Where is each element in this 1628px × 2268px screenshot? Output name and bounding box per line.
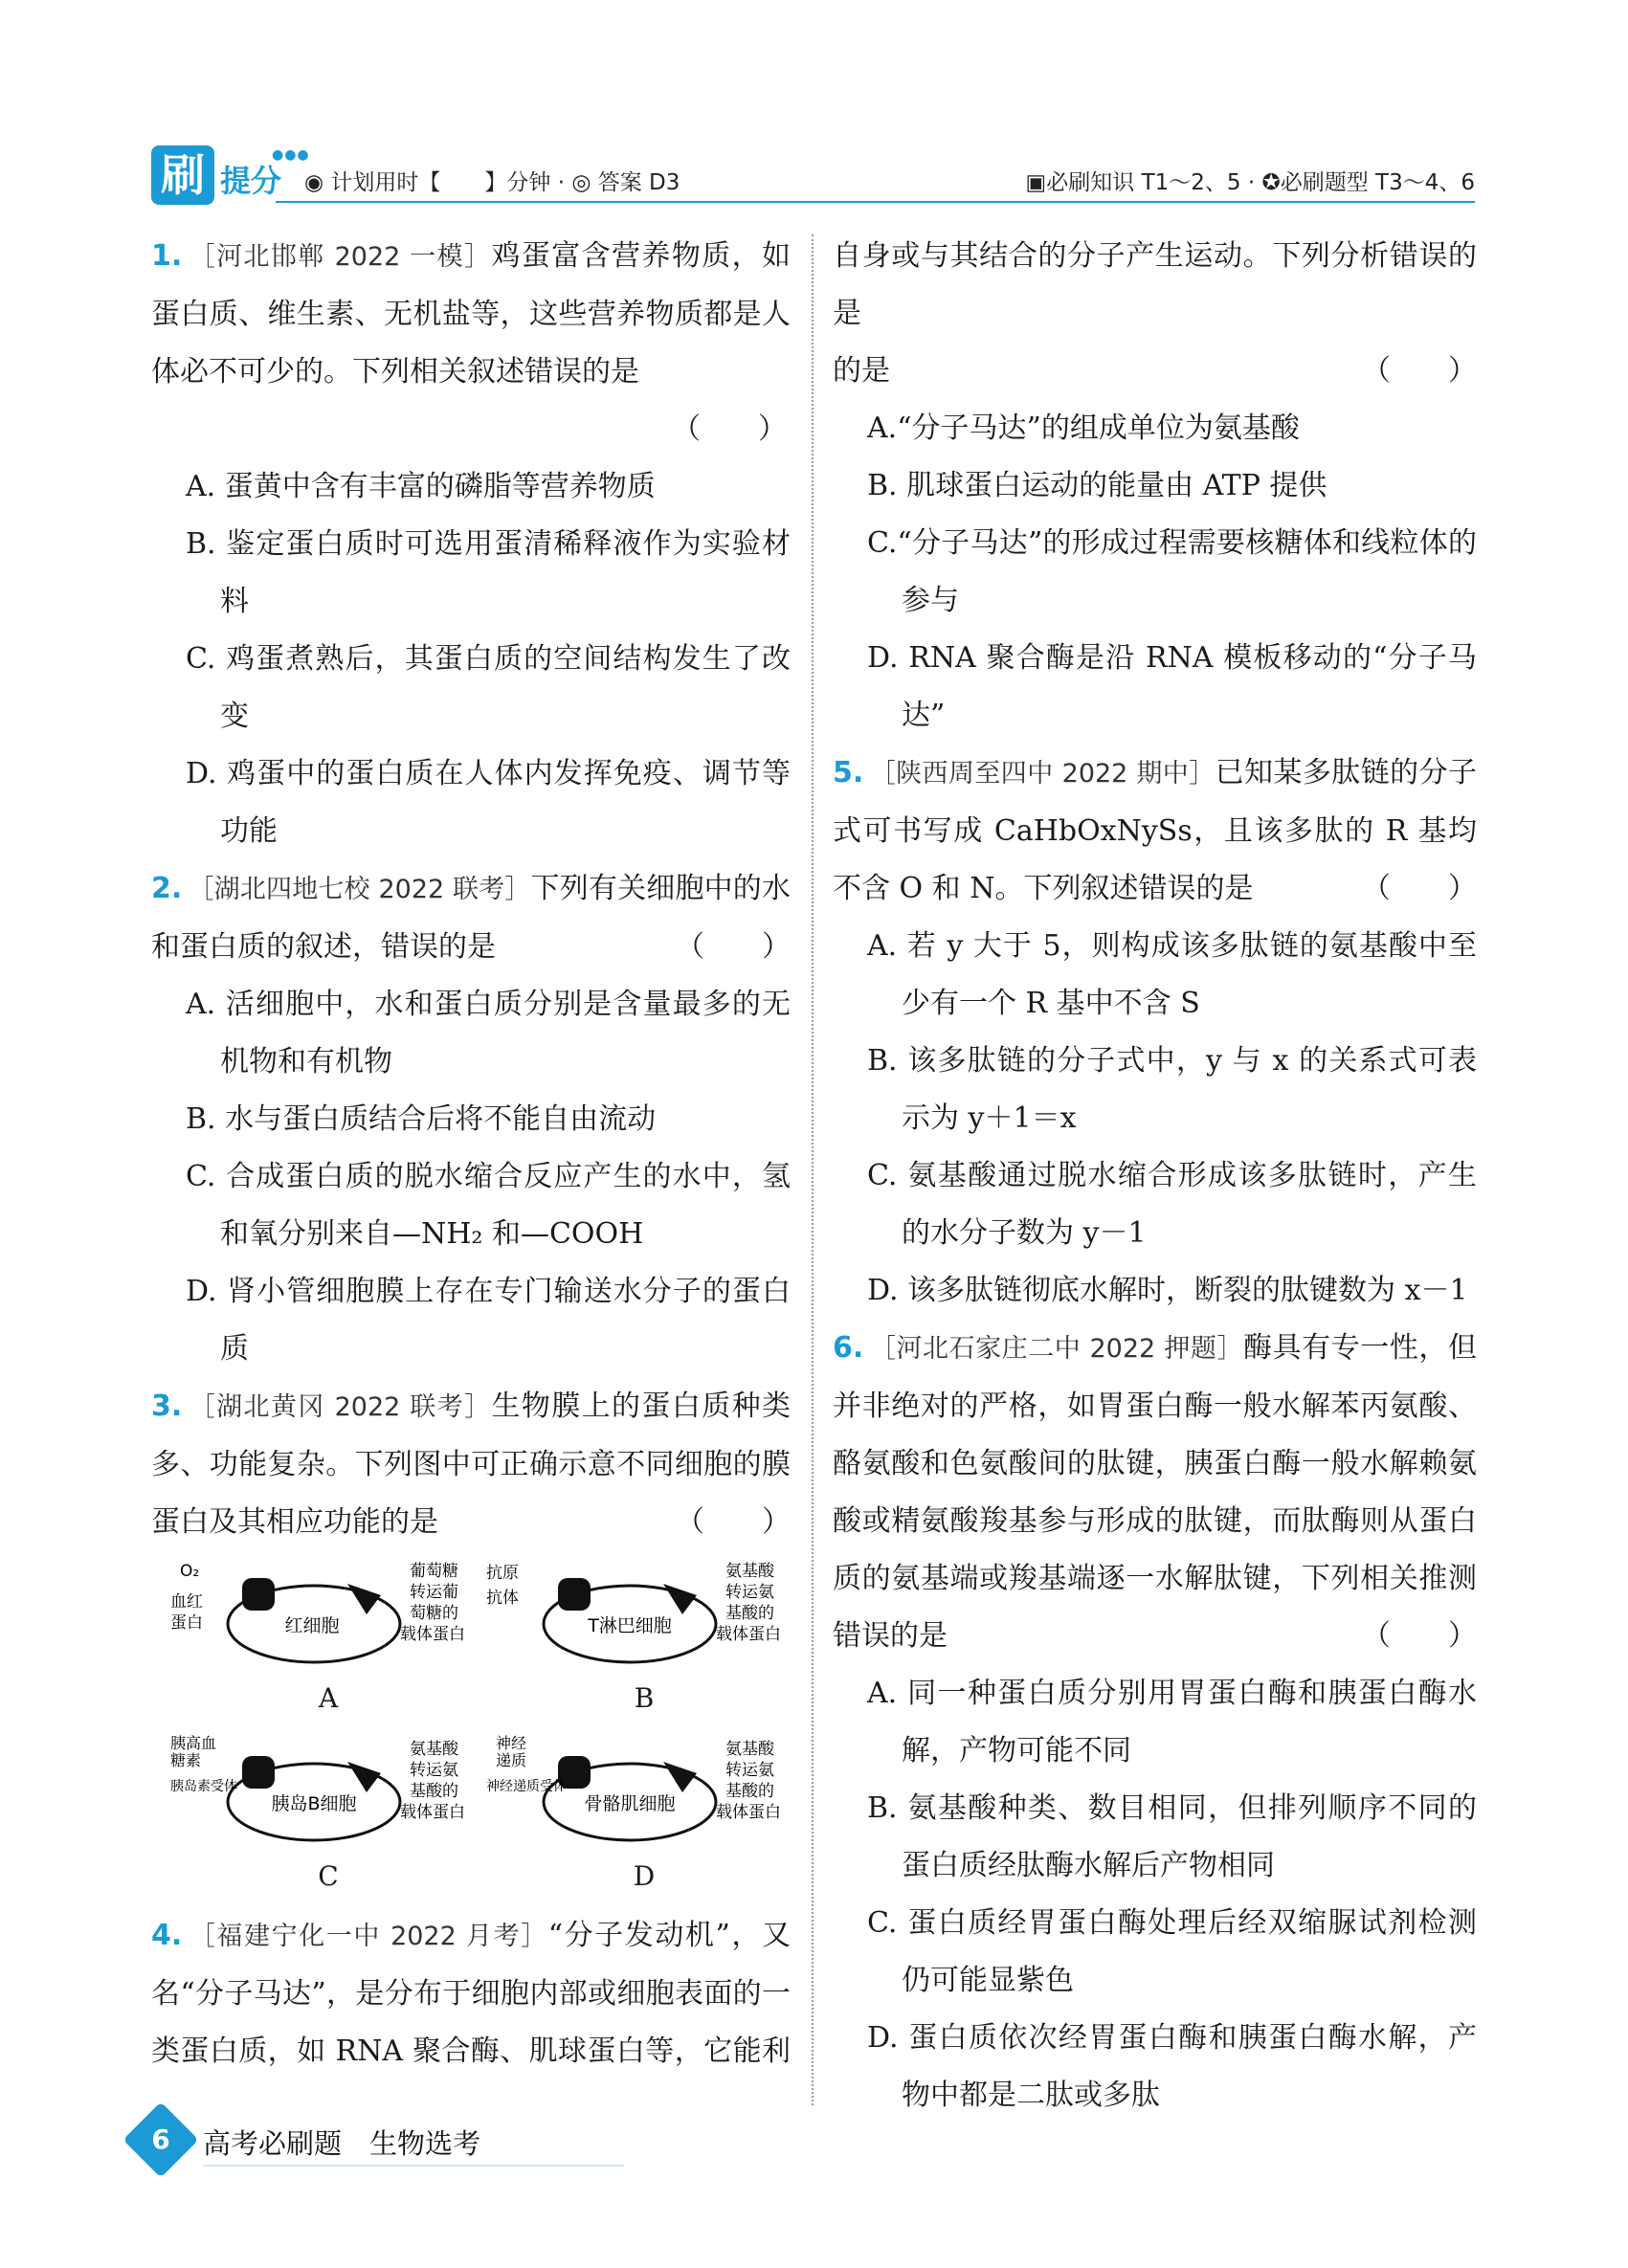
right-label: 载体蛋白 — [400, 1803, 465, 1822]
plan-time-info: ◉ 计划用时【 】分钟 · ◎ 答案 D3 — [304, 170, 680, 195]
left-label: O₂ — [180, 1562, 200, 1581]
option-c: C. 蛋白质经胃蛋白酶处理后经双缩脲试剂检测仍可能显紫色 — [867, 1906, 1477, 1997]
right-label: 氨基酸 — [725, 1562, 774, 1581]
right-label: 转运氨 — [410, 1761, 458, 1780]
cell-name: 骨骼肌细胞 — [584, 1793, 676, 1814]
footer-rule — [203, 2165, 624, 2167]
brand-logo: 刷 — [151, 145, 214, 205]
answer-bracket: （ ） — [672, 412, 787, 446]
option-c: C.“分子马达”的形成过程需要核糖体和线粒体的参与 — [867, 526, 1477, 617]
question-stem: 酶具有专一性，但并非绝对的严格，如胃蛋白酶一般水解苯丙氨酸、酪氨酸和色氨酸间的肽键，胰蛋白酶一般水解赖氨酸或精氨酸羧基参与形成的肽键，而肽酶则从蛋白质的氨基端或羧基端逐一水解肽键，下列相关推测错误的是 — [833, 1331, 1477, 1653]
cell-name: 红细胞 — [284, 1615, 340, 1636]
answer-bracket: （ ） — [1362, 872, 1477, 905]
option-a: A. 活细胞中，水和蛋白质分别是含量最多的无机物和有机物 — [186, 988, 791, 1078]
left-label: 神经 — [496, 1735, 527, 1752]
dots-decoration: ●●● — [272, 147, 310, 163]
answer-bracket: （ ） — [676, 1505, 791, 1539]
left-label: 蛋白 — [170, 1613, 203, 1633]
question-source: ［福建宁化一中 2022 月考］ — [188, 1922, 548, 1951]
answer-bracket: （ ） — [1362, 1619, 1477, 1653]
left-label: 抗原 — [486, 1564, 519, 1583]
option-d: D. 蛋白质依次经胃蛋白酶和胰蛋白酶水解，产物中都是二肽或多肽 — [867, 2021, 1477, 2112]
option-c: C. 鸡蛋煮熟后，其蛋白质的空间结构发生了改变 — [186, 642, 791, 733]
question-number: 4. — [151, 1919, 183, 1952]
option-d: D. 该多肽链彻底水解时，断裂的肽键数为 x－1 — [867, 1274, 1468, 1307]
option-d: D. 鸡蛋中的蛋白质在人体内发挥免疫、调节等功能 — [186, 757, 791, 848]
question-stem-continued: 自身或与其结合的分子产生运动。下列分析错误的是 — [833, 239, 1477, 330]
question-stem: 下列有关细胞中的水和蛋白质的叙述，错误的是 — [151, 872, 791, 964]
cell-name: T淋巴细胞 — [588, 1615, 672, 1636]
question-stem: 生物膜上的蛋白质种类多、功能复杂。下列图中可正确示意不同细胞的膜蛋白及其相应功能的是 — [151, 1390, 791, 1539]
membrane-diagram-a — [170, 1557, 486, 1672]
figure-caption: D — [633, 1860, 656, 1892]
question-source: ［陕西周至四中 2022 期中］ — [869, 759, 1215, 789]
question-number: 2. — [151, 872, 183, 905]
left-column — [151, 228, 791, 2079]
right-label: 基酸的 — [725, 1604, 774, 1623]
option-c: C. 氨基酸通过脱水缩合形成该多肽链时，产生的水分子数为 y－1 — [867, 1159, 1477, 1250]
right-label: 转运葡 — [410, 1583, 458, 1602]
question-5 — [833, 745, 1477, 1320]
left-label: 胰岛素受体 — [170, 1779, 237, 1794]
left-label: 血红 — [170, 1592, 203, 1612]
figure-c — [170, 1735, 486, 1907]
option-b: B. 肌球蛋白运动的能量由 ATP 提供 — [867, 469, 1327, 502]
question-stem: 已知某多肽链的分子式可书写成 CaHbOxNySs，且该多肽的 R 基均不含 O 和 N。下列叙述错误的是 — [833, 756, 1477, 905]
question-number: 5. — [833, 756, 864, 789]
column-divider — [812, 234, 814, 2105]
right-label: 基酸的 — [410, 1782, 458, 1801]
option-d: D. RNA 聚合酶是沿 RNA 模板移动的“分子马达” — [867, 641, 1477, 732]
right-label: 载体蛋白 — [400, 1625, 465, 1644]
question-stem: “分子发动机”，又名“分子马达”，是分布于细胞内部或细胞表面的一类蛋白质，如 RNA 聚合酶、肌球蛋白等，它能利 — [151, 1919, 791, 2068]
question-4-continued — [833, 228, 1477, 745]
question-number: 6. — [833, 1331, 864, 1365]
question-2 — [151, 860, 791, 1378]
figure-row-ab — [151, 1557, 791, 1729]
membrane-diagram-b — [486, 1557, 802, 1672]
membrane-diagram-d — [486, 1735, 802, 1850]
option-b: B. 鉴定蛋白质时可选用蛋清稀释液作为实验材料 — [186, 527, 791, 618]
option-d: D. 肾小管细胞膜上存在专门输送水分子的蛋白质 — [186, 1275, 791, 1366]
membrane-diagram-c — [170, 1735, 486, 1850]
question-number: 1. — [151, 239, 183, 273]
question-4 — [151, 1907, 791, 2079]
figure-caption: B — [634, 1682, 655, 1714]
right-label: 载体蛋白 — [716, 1803, 781, 1822]
option-a: A. 同一种蛋白质分别用胃蛋白酶和胰蛋白酶水解，产物可能不同 — [867, 1677, 1477, 1768]
question-source: ［湖北四地七校 2022 联考］ — [188, 875, 531, 904]
figure-d — [486, 1735, 802, 1907]
right-label: 转运氨 — [725, 1583, 774, 1602]
question-1 — [151, 228, 791, 860]
right-label: 氨基酸 — [410, 1740, 458, 1759]
option-a: A. 若 y 大于 5，则构成该多肽链的氨基酸中至少有一个 R 基中不含 S — [867, 929, 1477, 1020]
right-label: 氨基酸 — [725, 1740, 774, 1759]
figure-a — [170, 1557, 486, 1729]
question-number: 3. — [151, 1390, 183, 1423]
question-stem: 鸡蛋富含营养物质，如蛋白质、维生素、无机盐等，这些营养物质都是人体必不可少的。下列相关叙述错误的是 — [151, 239, 791, 389]
option-a: A.“分子马达”的组成单位为氨基酸 — [867, 411, 1300, 445]
left-label: 神经递质受体 — [486, 1779, 567, 1794]
question-source: ［河北石家庄二中 2022 押题］ — [869, 1334, 1244, 1364]
figure-caption: C — [318, 1860, 339, 1892]
right-label: 葡萄糖 — [410, 1562, 458, 1581]
right-label: 载体蛋白 — [716, 1625, 781, 1644]
cell-name: 胰岛B细胞 — [271, 1793, 357, 1814]
option-b: B. 水与蛋白质结合后将不能自由流动 — [186, 1102, 657, 1136]
option-c: C. 合成蛋白质的脱水缩合反应产生的水中，氢和氧分别来自—NH₂ 和—COOH — [186, 1160, 791, 1251]
figure-b — [486, 1557, 802, 1729]
question-source: ［湖北黄冈 2022 联考］ — [188, 1392, 492, 1422]
right-label: 转运氨 — [725, 1761, 774, 1780]
knowledge-tags: ▣必刷知识 T1～2、5 · ✪必刷题型 T3～4、6 — [1025, 170, 1475, 195]
option-b: B. 氨基酸种类、数目相同，但排列顺序不同的蛋白质经肽酶水解后产物相同 — [867, 1791, 1477, 1882]
answer-bracket: （ ） — [1362, 354, 1477, 388]
page-footer — [134, 2113, 517, 2170]
option-b: B. 该多肽链的分子式中，y 与 x 的关系式可表示为 y＋1＝x — [867, 1044, 1477, 1135]
left-label: 胰高血 — [170, 1735, 217, 1752]
left-label: 递质 — [496, 1751, 527, 1769]
page-header — [151, 144, 1475, 211]
page-number: 6 — [151, 2123, 170, 2155]
option-a: A. 蛋黄中含有丰富的磷脂等营养物质 — [186, 470, 656, 503]
question-3 — [151, 1378, 791, 1907]
right-column — [833, 228, 1477, 2124]
left-label: 抗体 — [486, 1589, 519, 1608]
figure-row-cd — [151, 1735, 791, 1907]
question-stem-end: 的是 — [833, 354, 890, 388]
figure-caption: A — [318, 1682, 339, 1714]
header-rule — [276, 201, 1475, 203]
question-source: ［河北邯郸 2022 一模］ — [188, 242, 492, 272]
left-label: 糖素 — [170, 1751, 202, 1769]
right-label: 基酸的 — [725, 1782, 774, 1801]
right-label: 萄糖的 — [410, 1604, 458, 1623]
question-6 — [833, 1320, 1477, 2124]
book-title: 高考必刷题 生物选考 — [203, 2127, 481, 2160]
brand-subtitle: 提分 — [220, 163, 282, 199]
answer-bracket: （ ） — [676, 930, 791, 964]
